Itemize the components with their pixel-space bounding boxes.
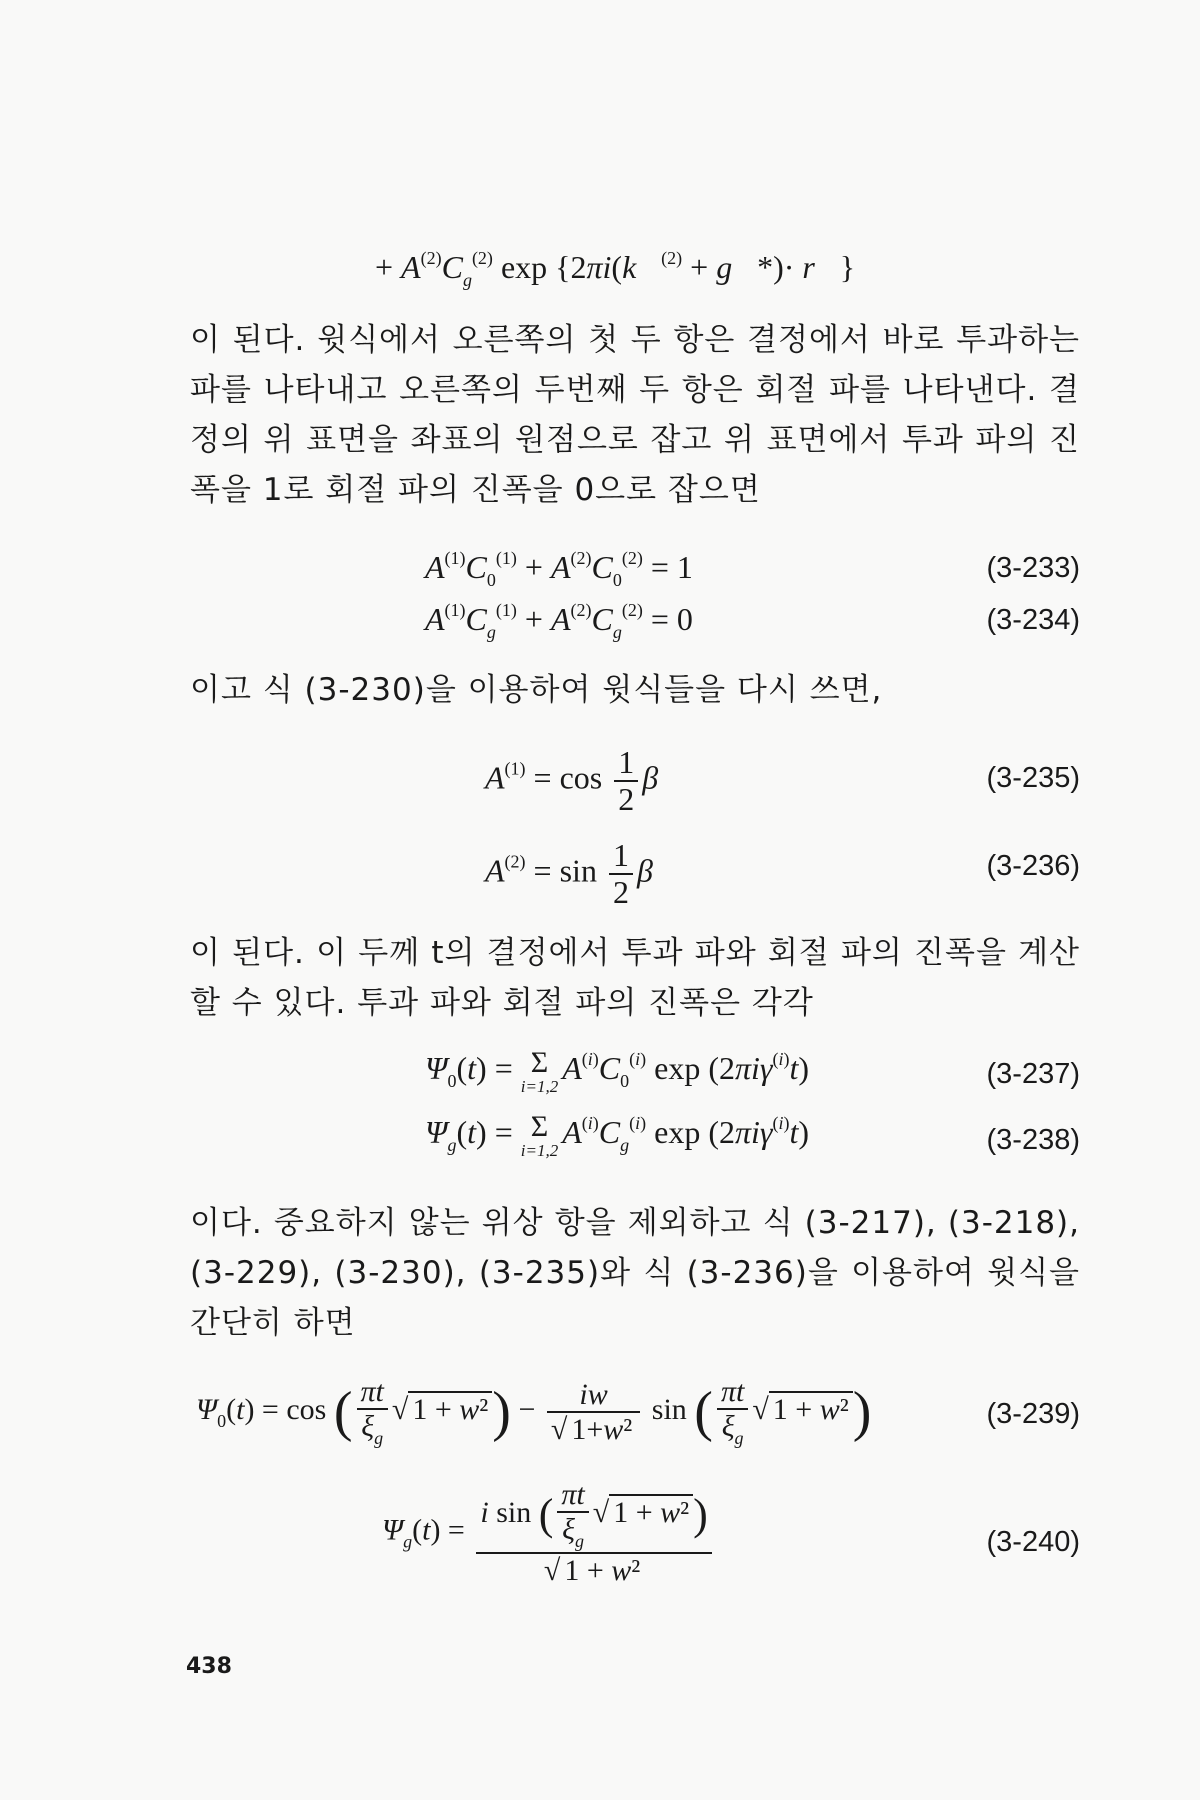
equation-number: (3-240) — [986, 1526, 1080, 1558]
equation-number: (3-234) — [986, 604, 1080, 636]
equation-number: (3-235) — [986, 762, 1080, 794]
equation-3-237: $\Psi_0(t)$ = Σ i=1,2 $A^{(i)}C_0^{(i)}$ exp (2πiγ$^{(i)}$t) — [425, 1046, 810, 1096]
equation-continuation: + $A^{(2)}C_g^{(2)}$ exp {2πi(k⃗$^{(2)}$ + g⃗*)· r⃗} — [375, 248, 856, 290]
equation-3-233: $A^{(1)}C_0^{(1)} + A^{(2)}C_0^{(2)} = 1$ — [425, 548, 693, 590]
paragraph-4: 이다. 중요하지 않는 위상 항을 제외하고 식 (3-217), (3-218), (3-229), (3-230), (3-235)와 식 (3-236)을 이용하여 윗식을 간단히 하면 — [190, 1205, 1080, 1341]
equation-number: (3-237) — [986, 1058, 1080, 1090]
equation-number: (3-238) — [986, 1124, 1080, 1156]
page-number: 438 — [186, 1654, 232, 1679]
equation-3-240: $\Psi_g(t)$ = i sin ( $\frac{\pi t}{\xi_g}$ √ 1 + w²) √ 1 + w² — [382, 1478, 716, 1587]
equation-3-235: $A^{(1)} = \cos$ $\frac{1}{2}$ β — [485, 744, 659, 818]
equation-number: (3-239) — [986, 1398, 1080, 1430]
equation-3-238: $\Psi_g(t)$ = Σ i=1,2 $A^{(i)}C_g^{(i)}$ exp (2πiγ$^{(i)}$t) — [425, 1110, 810, 1160]
paragraph-3: 이 된다. 이 두께 t의 결정에서 투과 파와 회절 파의 진폭을 계산할 수 있다. 투과 파와 회절 파의 진폭은 각각 — [190, 935, 1080, 1021]
equation-3-236: $A^{(2)} = \sin$ $\frac{1}{2}$ β — [485, 837, 653, 911]
paragraph-1: 이 된다. 윗식에서 오른쪽의 첫 두 항은 결정에서 바로 투과하는 파를 나타내고 오른쪽의 두번째 두 항은 회절 파를 나타낸다. 결정의 위 표면을 좌표의 원점으로 잡고 위 표면에서 투과 파의 진폭을 1로 회절 파의 진폭을 0으로 잡으면 — [190, 322, 1080, 508]
equation-number: (3-233) — [986, 552, 1080, 584]
equation-number: (3-236) — [986, 850, 1080, 882]
paragraph-2: 이고 식 (3-230)을 이용하여 윗식들을 다시 쓰면, — [190, 672, 883, 708]
equation-3-234: $A^{(1)}C_g^{(1)} + A^{(2)}C_g^{(2)} = 0$ — [425, 600, 693, 642]
equation-3-239: $\Psi_0(t) = \cos$ ( $\frac{\pi t}{\xi_g}$ √ 1 + w²) − $\frac{iw}{\text{√ 1+w²}}$ sin ( $\frac{\pi t}{\xi_g}$ √ 1 + w²) — [196, 1375, 872, 1448]
